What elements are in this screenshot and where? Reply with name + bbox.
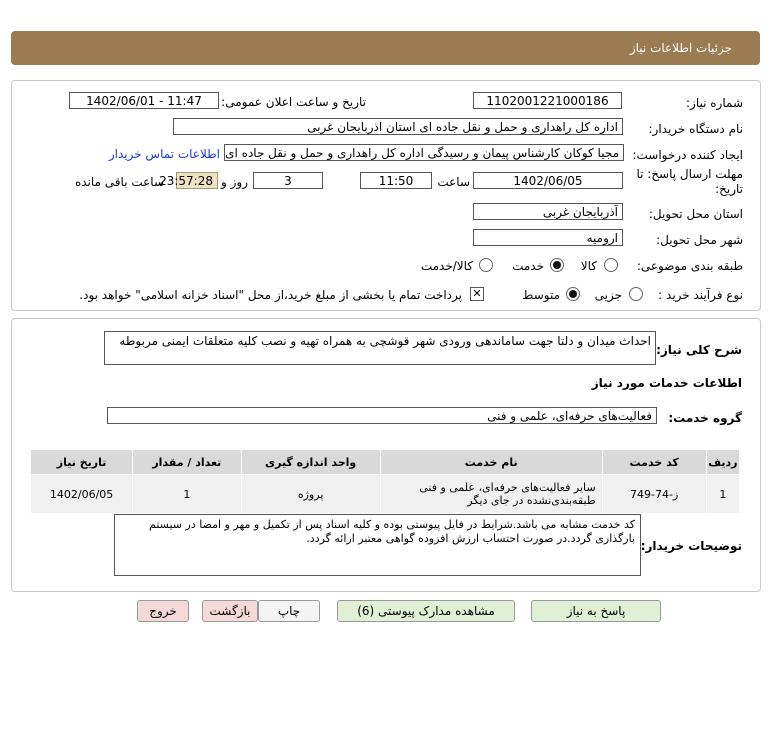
attachments-button[interactable]: مشاهده مدارک پیوستی (6) xyxy=(337,600,515,622)
col-row-header: ردیف xyxy=(706,450,739,475)
need-info-panel xyxy=(11,80,761,311)
process-radio-minor[interactable] xyxy=(629,287,643,301)
city-field: ارومیه xyxy=(473,229,623,246)
deadline-time-field: 11:50 xyxy=(360,172,432,189)
print-button[interactable]: چاپ xyxy=(258,600,320,622)
table-header-row xyxy=(31,450,740,475)
cell-qty: 1 xyxy=(133,475,241,514)
col-date-header: تاریخ نیاز xyxy=(31,450,133,475)
service-group-label: گروه خدمت: xyxy=(668,411,742,425)
buyer-notes-label: توضیحات خریدار: xyxy=(640,539,742,553)
buyer-notes-field: کد خدمت مشابه می باشد.شرایط در فایل پیوستی بوده و کلیه اسناد پس از تکمیل و مهر و امضا در سیستم بارگذاری گردد.در صورت احتساب ارزش افزوده گواهی معتبر ارائه گردد. xyxy=(114,514,641,576)
cell-row: 1 xyxy=(706,475,739,514)
services-heading: اطلاعات خدمات مورد نیاز xyxy=(591,376,742,390)
category-label: طبقه بندی موضوعی: xyxy=(636,259,743,273)
reply-button[interactable]: پاسخ به نیاز xyxy=(531,600,661,622)
payment-note: پرداخت تمام یا بخشی از مبلغ خرید،از محل "اسناد خزانه اسلامی" خواهد بود. xyxy=(79,288,462,302)
col-qty-header: تعداد / مقدار xyxy=(133,450,241,475)
remaining-time-field: 23:57:28 xyxy=(176,172,218,189)
category-radio-goods-service[interactable] xyxy=(479,258,493,272)
process-label: نوع فرآیند خرید : xyxy=(658,288,743,302)
announce-field: 1402/06/01 - 11:47 xyxy=(69,92,219,109)
contact-info-link[interactable]: اطلاعات تماس خریدار xyxy=(108,147,220,161)
treasury-checkbox[interactable]: ✕ xyxy=(470,287,484,301)
table-row xyxy=(31,475,740,514)
deadline-label: مهلت ارسال پاسخ: تا xyxy=(636,167,743,181)
page-title: جزئیات اطلاعات نیاز xyxy=(629,41,732,55)
category-radio-goods[interactable] xyxy=(604,258,618,272)
cell-date: 1402/06/05 xyxy=(31,475,133,514)
category-option-service: خدمت xyxy=(512,259,544,273)
buyer-label: نام دستگاه خریدار: xyxy=(648,122,743,136)
time-label: ساعت xyxy=(437,175,470,189)
cell-name: سایر فعالیت‌های حرفه‌ای، علمی و فنی طبقه‌بندی‌نشده در جای دیگر xyxy=(380,475,602,514)
page-header xyxy=(11,31,760,65)
deadline-date-label: تاریخ: xyxy=(715,182,743,196)
remaining-label: ساعت باقی مانده xyxy=(74,175,164,189)
service-group-field: فعالیت‌های حرفه‌ای، علمی و فنی xyxy=(107,407,657,424)
summary-field: احداث میدان و دلتا جهت ساماندهی ورودی شهر قوشچی به همراه تهیه و نصب کلیه متعلقات ایمنی مربوطه xyxy=(104,331,656,365)
col-name-header: نام خدمت xyxy=(380,450,602,475)
need-number-field: 1102001221000186 xyxy=(473,92,622,109)
summary-label: شرح کلی نیاز: xyxy=(656,343,742,357)
exit-button[interactable]: خروج xyxy=(137,600,189,622)
province-label: استان محل تحویل: xyxy=(648,207,743,221)
need-number-label: شماره نیاز: xyxy=(686,96,743,110)
col-unit-header: واحد اندازه گیری xyxy=(241,450,380,475)
creator-label: ایجاد کننده درخواست: xyxy=(632,148,743,162)
category-option-goods: کالا xyxy=(580,259,597,273)
announce-label: تاریخ و ساعت اعلان عمومی: xyxy=(221,95,366,109)
col-code-header: کد خدمت xyxy=(602,450,706,475)
services-table xyxy=(30,449,740,514)
process-radio-medium[interactable] xyxy=(566,287,580,301)
back-button[interactable]: بازگشت xyxy=(202,600,258,622)
creator-field: مجیا کوکان کارشناس پیمان و رسیدگی اداره کل راهداری و حمل و نقل جاده ای xyxy=(224,144,624,161)
days-label: روز و xyxy=(221,175,248,189)
process-option-minor: جزیی xyxy=(594,288,622,302)
province-field: آذربایجان غربی xyxy=(473,203,623,220)
days-field: 3 xyxy=(253,172,323,189)
cell-unit: پروژه xyxy=(241,475,380,514)
city-label: شهر محل تحویل: xyxy=(656,233,743,247)
category-option-goods-service: کالا/خدمت xyxy=(420,259,473,273)
process-option-medium: متوسط xyxy=(522,288,560,302)
cell-code: ز-74-749 xyxy=(602,475,706,514)
category-radio-service[interactable] xyxy=(550,258,564,272)
deadline-date-field: 1402/06/05 xyxy=(473,172,623,189)
buyer-field: اداره کل راهداری و حمل و نقل جاده ای استان اذربایجان غربی xyxy=(173,118,623,135)
